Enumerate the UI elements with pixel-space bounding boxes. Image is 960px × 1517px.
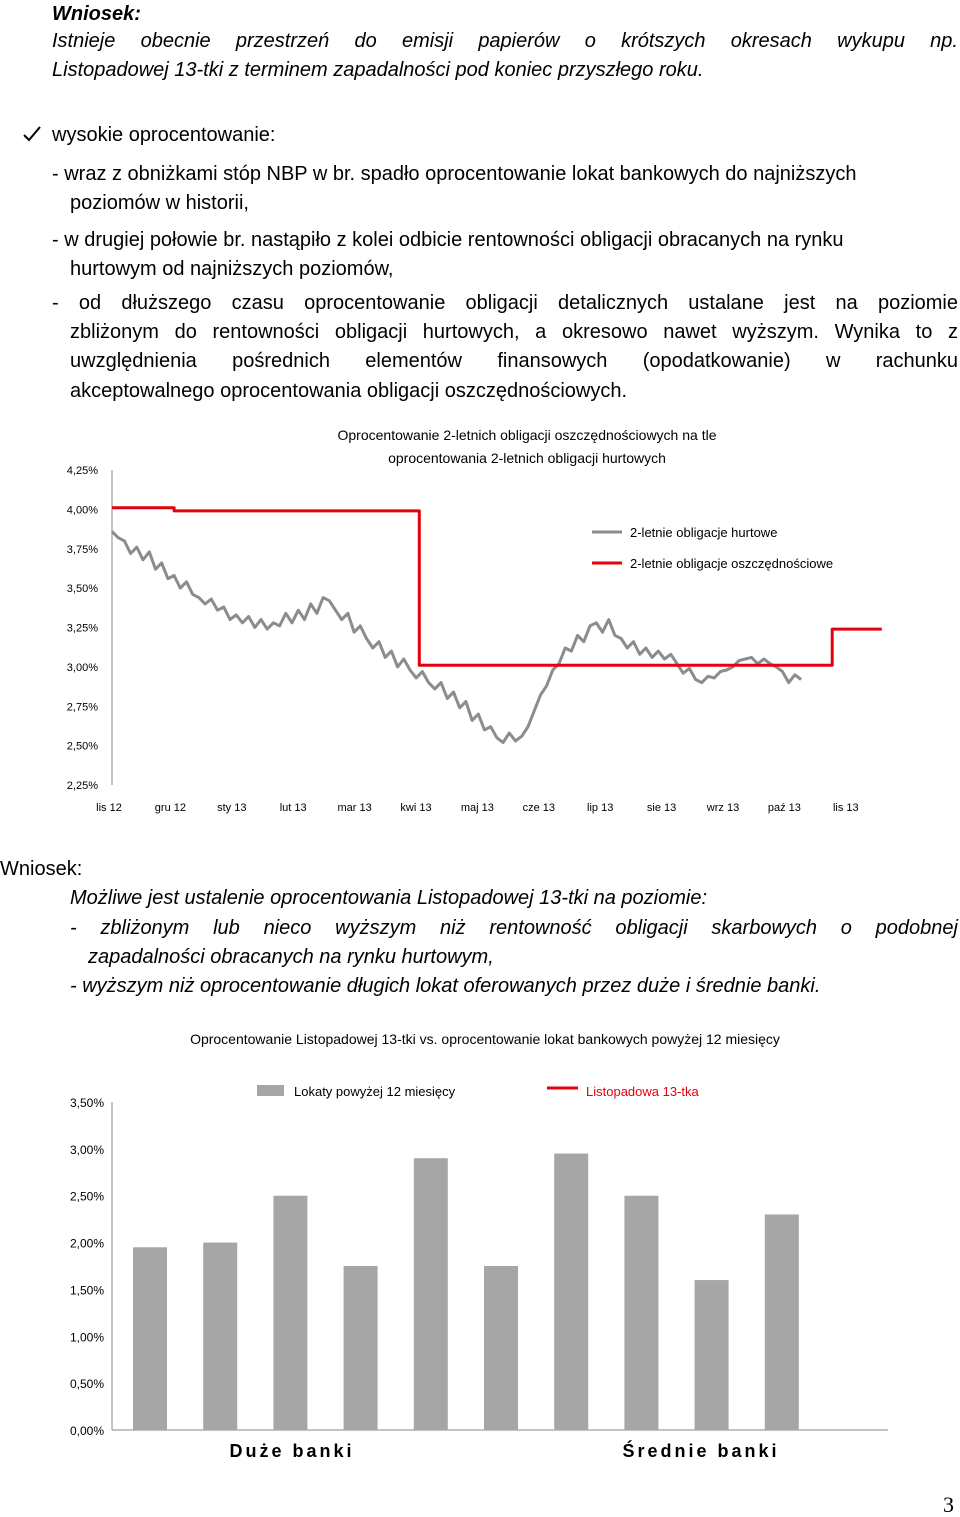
chart1-y-tick: 2,50%: [66, 740, 98, 753]
chart1-x-tick: kwi 13: [400, 802, 432, 814]
chart2-legend-label: Lokaty powyżej 12 miesięcy: [294, 1084, 456, 1099]
chart1-legend-label: 2-letnie obligacje oszczędnościowe: [630, 556, 834, 571]
chart1-x-tick: lis 12: [96, 802, 122, 814]
chart1-y-tick: 2,75%: [66, 701, 98, 714]
chart2-y-tick: 1,50%: [69, 1283, 104, 1298]
chart1-x-tick: paź 13: [767, 802, 801, 814]
chart2-legend-swatch: [257, 1085, 284, 1096]
chart2-bar: [695, 1280, 729, 1430]
chart1-y-tick: 2,25%: [66, 780, 98, 792]
chart1-x-tick: lis 13: [832, 802, 859, 814]
chart1-legend-label: 2-letnie obligacje hurtowe: [630, 525, 778, 540]
chart2-legend-label: Listopadowa 13-tka: [586, 1084, 699, 1099]
chart2-y-tick: 1,00%: [69, 1330, 104, 1345]
chart1-title: Oprocentowanie 2-letnich obligacji oszczędnościowych na tle: [337, 427, 717, 443]
chart1-x-tick: gru 12: [154, 802, 187, 814]
chart2-y-tick: 2,00%: [69, 1236, 104, 1251]
bullet-1-line2: poziomów w historii,: [70, 192, 249, 214]
conclusion-heading-2: Wniosek:: [0, 858, 83, 880]
chart1-subtitle: oprocentowania 2-letnich obligacji hurtowych: [388, 450, 666, 466]
bullet-2-line1: - w drugiej połowie br. nastąpiło z kolei odbicie rentowności obligacji obracanych na rynku: [52, 229, 844, 251]
chart2-group-label: Duże banki: [229, 1441, 355, 1461]
chart1-x-tick: wrz 13: [706, 802, 740, 814]
chart1-y-tick: 3,00%: [66, 661, 98, 674]
chart1-x-tick: sie 13: [646, 802, 677, 814]
conclusion-2-bullet-1-line1: - zbliżonym lub nieco wyższym niż rentowność obligacji skarbowych o podobnej: [70, 917, 958, 939]
conclusion-1-line2: Listopadowej 13-tki z terminem zapadalności pod koniec przyszłego roku.: [52, 59, 704, 81]
conclusion-2-line1: Możliwe jest ustalenie oprocentowania Listopadowej 13-tki na poziomie:: [70, 887, 708, 909]
chart1-x-tick: lip 13: [587, 802, 614, 814]
conclusion-heading-1: Wniosek:: [52, 3, 141, 25]
chart2-bar: [484, 1266, 518, 1430]
chart2-bar: [133, 1247, 167, 1430]
chart2-group-label: Średnie banki: [622, 1441, 780, 1461]
chart1-x-tick: sty 13: [217, 802, 247, 814]
chart1-y-tick: 3,25%: [66, 622, 98, 635]
bullet-2-line2: hurtowym od najniższych poziomów,: [70, 258, 394, 280]
chart2-bar: [273, 1196, 307, 1430]
chart1-y-tick: 3,50%: [66, 583, 98, 596]
chart2-bar: [414, 1158, 448, 1430]
chart1-y-tick: 4,00%: [66, 504, 98, 517]
chart2-y-tick: 2,50%: [69, 1189, 104, 1204]
conclusion-2-bullet-2: - wyższym niż oprocentowanie długich lokat oferowanych przez duże i średnie banki.: [70, 975, 821, 997]
line-chart: [0, 415, 960, 825]
chart2-bar: [765, 1214, 799, 1430]
chart2-bar: [203, 1243, 237, 1430]
chart2-bar: [554, 1154, 588, 1430]
chart2-y-tick: 0,50%: [69, 1377, 104, 1392]
chart1-x-tick: lut 13: [279, 802, 307, 814]
section-title-high-rate: wysokie oprocentowanie:: [52, 124, 276, 146]
chart1-x-tick: maj 13: [460, 802, 494, 814]
chart1-x-tick: mar 13: [337, 802, 372, 814]
bullet-1-line1: - wraz z obniżkami stóp NBP w br. spadło oprocentowanie lokat bankowych do najniższych: [52, 163, 857, 185]
bullet-3-line3: uwzględnienia pośrednich elementów finansowych (opodatkowanie) w rachunku: [70, 350, 958, 372]
conclusion-1-line1: Istnieje obecnie przestrzeń do emisji papierów o krótszych okresach wykupu np.: [52, 30, 958, 52]
conclusion-2-bullet-1-line2: zapadalności obracanych na rynku hurtowym,: [88, 946, 494, 968]
chart2-y-tick: 3,50%: [69, 1096, 104, 1110]
bullet-3-line4: akceptowalnego oprocentowania obligacji oszczędnościowych.: [70, 380, 628, 402]
chart2-title: Oprocentowanie Listopadowej 13-tki vs. oprocentowanie lokat bankowych powyżej 12 miesięcy: [190, 1031, 780, 1047]
chart2-bar: [344, 1266, 378, 1430]
bullet-3-line2: zbliżonym do rentowności obligacji hurtowych, a okresowo nawet wyższym. Wynika to z: [70, 321, 958, 343]
chart2-bar: [624, 1196, 658, 1430]
chart1-y-tick: 3,75%: [66, 543, 98, 556]
chart1-y-tick: 4,25%: [66, 465, 98, 477]
check-icon: [22, 124, 42, 144]
chart2-y-tick: 3,00%: [69, 1142, 104, 1157]
chart2-y-tick: 0,00%: [69, 1424, 104, 1438]
chart1-x-tick: cze 13: [522, 802, 556, 814]
page-number: 3: [943, 1492, 954, 1517]
bullet-3-line1: - od dłuższego czasu oprocentowanie obligacji detalicznych ustalane jest na poziomie: [52, 292, 958, 314]
bar-chart: [0, 1020, 960, 1470]
